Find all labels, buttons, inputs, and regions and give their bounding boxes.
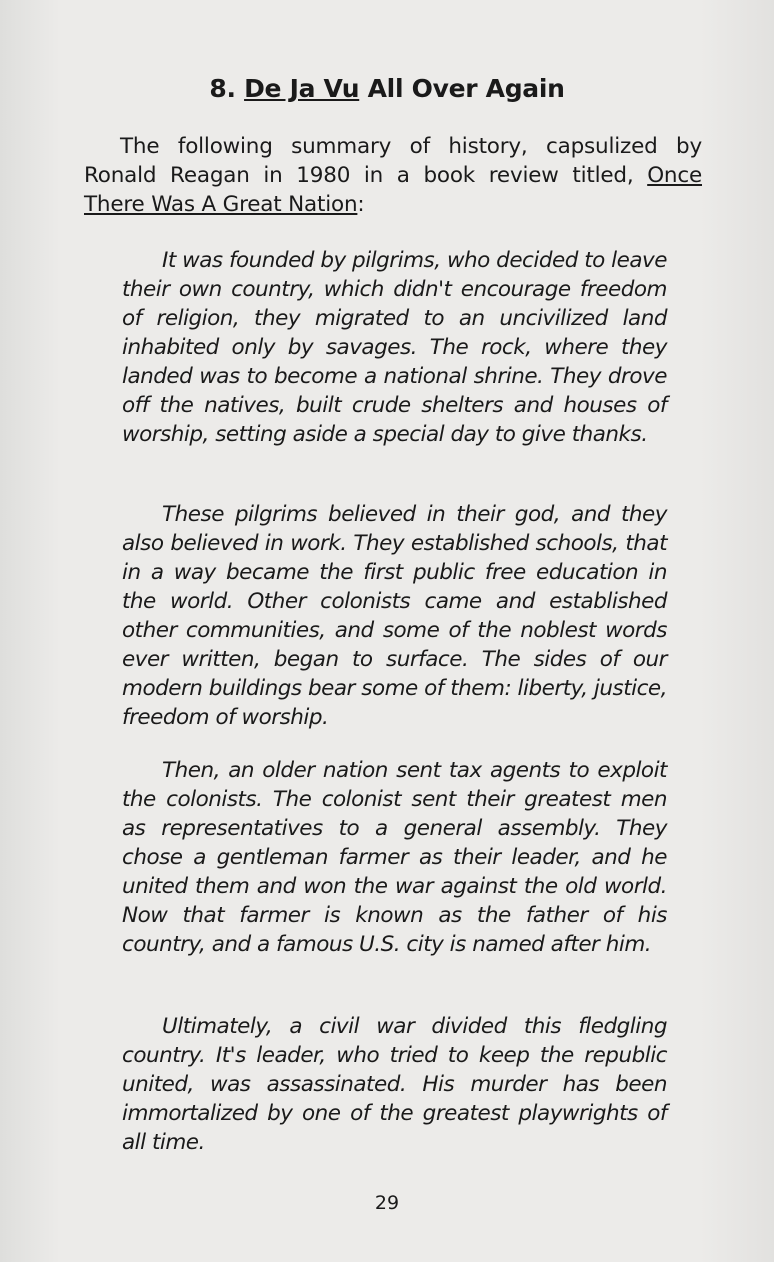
- intro-colon: :: [357, 192, 365, 217]
- quote-paragraph: Ultimately, a civil war divided this fledgling country. It's leader, who tried to keep the republic united, was assassinated. His murder has been immortalized by one of the greatest playwrights of all time.: [122, 1014, 667, 1155]
- quote-paragraph: These pilgrims believed in their god, and they also believed in work. They established schools, that in a way became the first public free education in the world. Other colonists came and established other communities, and some of the noblest words ever written, began to surface. The sides of our modern buildings bear some of them: liberty, justice, freedom of worship.: [122, 502, 667, 730]
- chapter-title-underlined: De Ja Vu: [244, 74, 360, 103]
- book-title: Once There Was A Great Nation: [84, 163, 702, 217]
- quote-paragraph: Then, an older nation sent tax agents to exploit the colonists. The colonist sent their greatest men as representatives to a general assembly. They chose a gentleman farmer as their leader, and he united them and won the war against the old world. Now that farmer is known as the father of his country, and a famous U.S. city is named after him.: [122, 758, 667, 957]
- quote-paragraph: It was founded by pilgrims, who decided to leave their own country, which didn't encourage freedom of religion, they migrated to an uncivilized land inhabited only by savages. The rock, where they landed was to become a national shrine. They drove off the natives, built crude shelters and houses of worship, setting aside a special day to give thanks.: [122, 248, 667, 447]
- intro-paragraph: [84, 132, 702, 219]
- page-number: 29: [374, 1192, 400, 1214]
- chapter-title-rest: All Over Again: [367, 74, 565, 103]
- chapter-number: 8.: [209, 74, 236, 103]
- intro-text: The following summary of history, capsulized by Ronald Reagan in 1980 in a book review titled,: [84, 134, 702, 188]
- chapter-heading: [0, 74, 774, 103]
